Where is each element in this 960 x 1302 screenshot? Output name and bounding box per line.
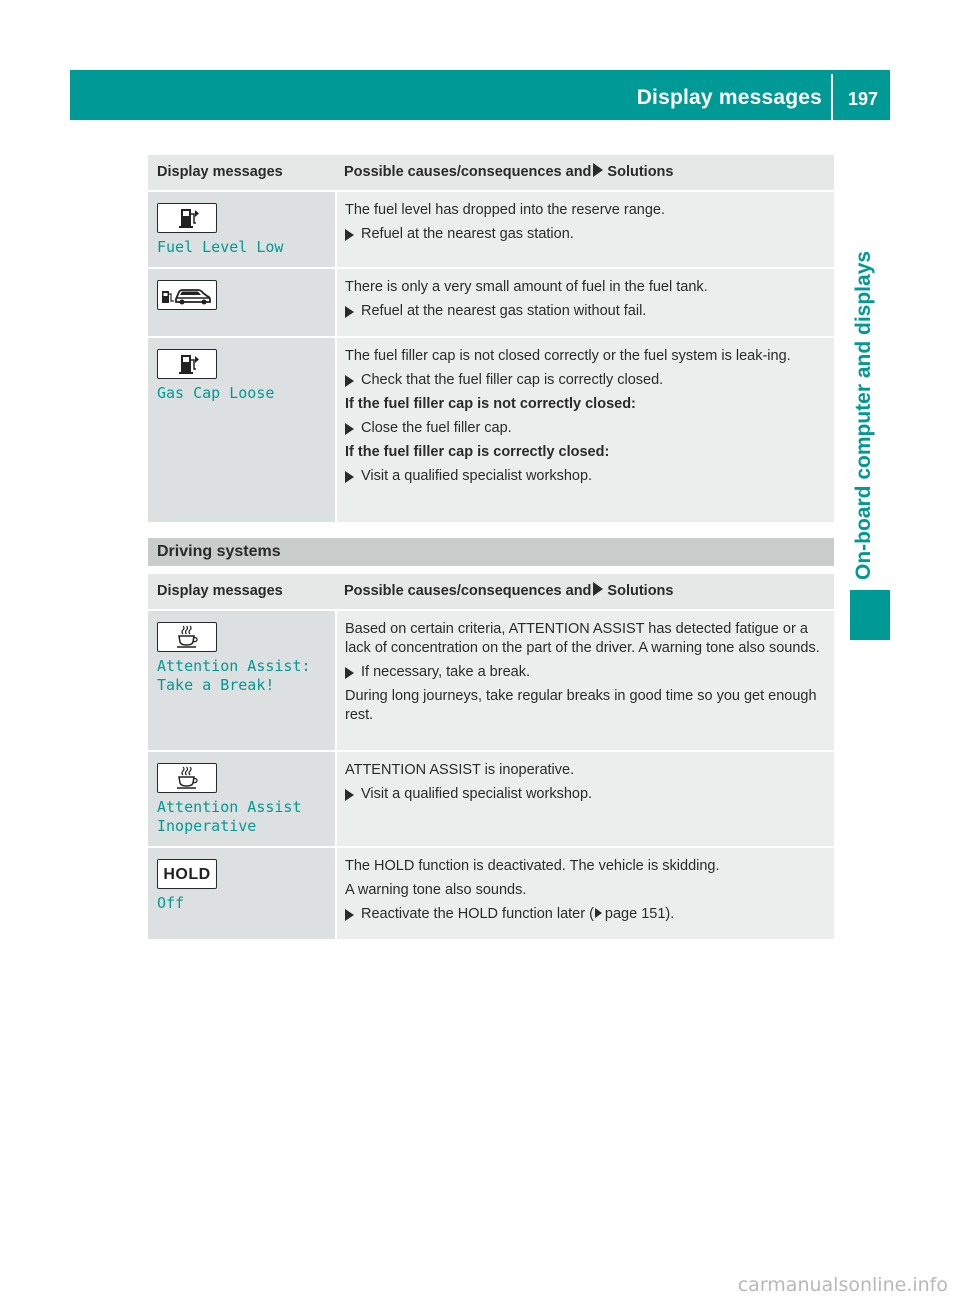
display-cell	[148, 268, 336, 337]
solution-cell	[336, 191, 834, 268]
solution-cell	[336, 268, 834, 337]
header-separator	[831, 74, 833, 120]
page-number: 197	[847, 89, 878, 109]
display-message-line1: Attention Assist	[157, 798, 302, 816]
action-text: Refuel at the nearest gas station without fail.	[345, 302, 822, 321]
action-text: Visit a qualified specialist workshop.	[345, 467, 822, 486]
cause-text: There is only a very small amount of fuel in the fuel tank.	[345, 279, 708, 295]
table-header-row	[148, 574, 834, 610]
col-header-post: Solutions	[607, 164, 674, 180]
display-message: Off	[157, 894, 185, 912]
note-text: A warning tone also sounds.	[345, 882, 527, 898]
action-text-pre: Reactivate the HOLD function later (	[361, 906, 594, 922]
fuel-pump-icon	[157, 349, 217, 379]
condition-text: If the fuel filler cap is not correctly closed:	[345, 396, 636, 412]
action-text: Visit a qualified specialist workshop.	[345, 785, 822, 804]
display-message-line1: Attention Assist:	[157, 657, 311, 675]
cause-text: ATTENTION ASSIST is inoperative.	[345, 762, 575, 778]
action-text: Check that the fuel filler cap is correctly closed.	[345, 371, 822, 390]
col-header-solutions	[336, 155, 834, 191]
condition-text: If the fuel filler cap is correctly closed:	[345, 444, 610, 460]
action-text: If necessary, take a break.	[345, 663, 822, 682]
hold-icon	[157, 859, 217, 889]
table-row	[148, 268, 834, 337]
table-row	[148, 191, 834, 268]
display-cell	[148, 847, 336, 940]
hold-icon-text: HOLD	[163, 865, 211, 883]
table-row	[148, 610, 834, 751]
display-message-line2: Take a Break!	[157, 676, 275, 694]
action-text: Refuel at the nearest gas station.	[345, 225, 822, 244]
table-row	[148, 847, 834, 940]
col-header-display: Display messages	[148, 574, 336, 610]
coffee-cup-icon	[157, 622, 217, 652]
col-header-pre: Possible causes/consequences and	[344, 164, 592, 180]
watermark: carmanualsonline.info	[737, 1274, 948, 1296]
cause-text: The HOLD function is deactivated. The vehicle is skidding.	[345, 858, 720, 874]
triangle-icon	[593, 163, 603, 177]
note-text: During long journeys, take regular breaks in good time so you get enough rest.	[345, 688, 817, 723]
table-row	[148, 337, 834, 523]
display-message: Fuel Level Low	[157, 238, 284, 256]
triangle-icon	[593, 582, 603, 596]
page-header	[70, 70, 890, 120]
display-message: Gas Cap Loose	[157, 384, 275, 402]
side-tab-label: On-board computer and displays	[852, 250, 875, 580]
cause-text: The fuel filler cap is not closed correctly or the fuel system is leak-ing.	[345, 348, 791, 364]
action-text: Close the fuel filler cap.	[345, 419, 822, 438]
col-header-display: Display messages	[148, 155, 336, 191]
fuel-messages-table	[148, 155, 834, 524]
cause-text: Based on certain criteria, ATTENTION ASSIST has detected fatigue or a lack of concentration on the part of the driver. A warning tone also sounds.	[345, 621, 820, 656]
page-reference-link[interactable]: page 151).	[604, 906, 675, 922]
table-header-row	[148, 155, 834, 191]
display-cell	[148, 751, 336, 847]
solution-cell	[336, 751, 834, 847]
side-tab-block	[850, 590, 890, 640]
coffee-cup-icon	[157, 763, 217, 793]
col-header-solutions	[336, 574, 834, 610]
solution-cell	[336, 337, 834, 523]
solution-cell	[336, 610, 834, 751]
action-text	[345, 905, 822, 924]
page-ref-icon	[595, 908, 602, 918]
display-cell	[148, 610, 336, 751]
driving-systems-table	[148, 574, 834, 941]
table-row	[148, 751, 834, 847]
display-cell	[148, 191, 336, 268]
section-title: Driving systems	[148, 538, 834, 566]
display-message-line2: Inoperative	[157, 817, 257, 835]
fuel-reserve-car-icon	[157, 280, 217, 310]
display-cell	[148, 337, 336, 523]
cause-text: The fuel level has dropped into the reserve range.	[345, 202, 666, 218]
fuel-pump-icon	[157, 203, 217, 233]
col-header-post: Solutions	[607, 583, 674, 599]
solution-cell	[336, 847, 834, 940]
col-header-pre: Possible causes/consequences and	[344, 583, 592, 599]
header-title: Display messages	[636, 86, 822, 109]
